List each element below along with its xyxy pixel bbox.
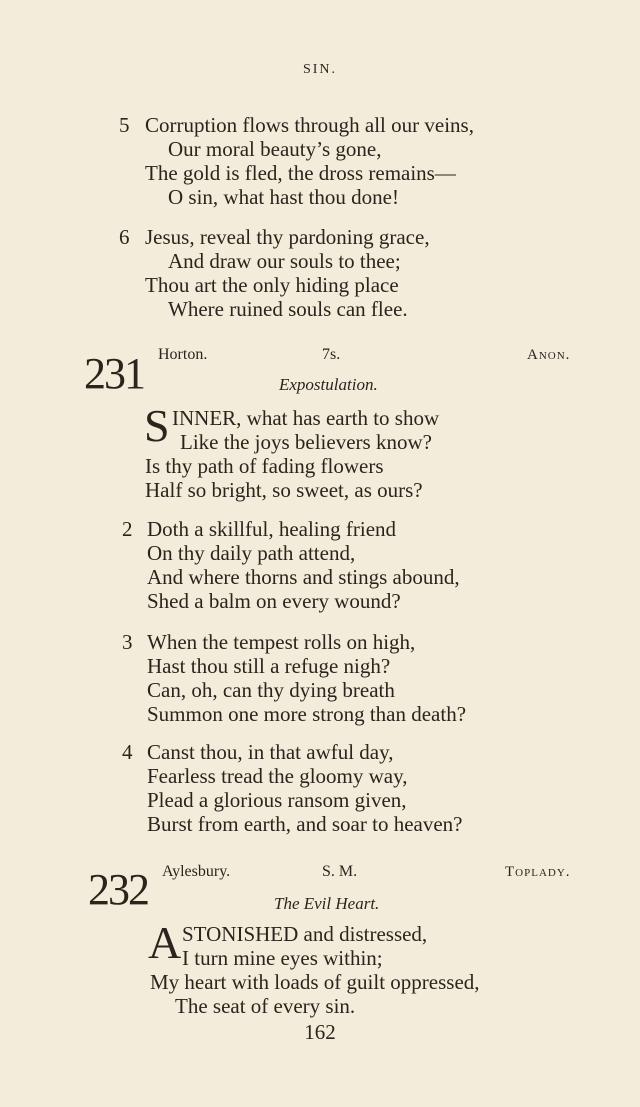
hymn-subtitle: The Evil Heart. [274, 894, 380, 913]
verse-line: My heart with loads of guilt oppressed, [150, 970, 480, 994]
verse-line: STONISHED and distressed, [182, 922, 428, 946]
stanza-number: 5 [119, 113, 130, 137]
verse-line: Fearless tread the gloomy way, [147, 764, 408, 788]
verse-line: Doth a skillful, healing friend [147, 517, 397, 541]
verse-line: Canst thou, in that awful day, [147, 740, 394, 764]
verse-line: Shed a balm on every wound? [147, 589, 401, 613]
verse-line: INNER, what has earth to show [172, 406, 440, 430]
verse-line: Summon one more strong than death? [147, 702, 467, 726]
verse-line: Hast thou still a refuge nigh? [147, 654, 391, 678]
stanza-number: 3 [122, 630, 133, 654]
meter: 7s. [322, 346, 341, 363]
verse-line: Is thy path of fading flowers [145, 454, 384, 478]
page-number: 162 [304, 1020, 336, 1044]
verse-line: Corruption flows through all our veins, [145, 113, 474, 137]
stanza-number: 4 [122, 740, 133, 764]
verse-line: Our moral beauty’s gone, [168, 137, 382, 161]
verse-line: And where thorns and stings abound, [147, 565, 460, 589]
verse-line: O sin, what hast thou done! [168, 185, 399, 209]
verse-line: The gold is fled, the dross remains— [145, 161, 456, 185]
author: Anon. [527, 347, 571, 363]
verse-line: On thy daily path attend, [147, 541, 356, 565]
hymn-number: 231 [84, 349, 144, 398]
verse-line: Half so bright, so sweet, as ours? [145, 478, 423, 502]
author: Toplady. [505, 864, 571, 880]
hymn-subtitle: Expostulation. [279, 375, 378, 394]
tune-name: Horton. [158, 346, 208, 363]
verse-line: I turn mine eyes within; [182, 946, 383, 970]
meter: S. M. [322, 863, 358, 880]
verse-line: Thou art the only hiding place [145, 273, 399, 297]
hymn-number: 232 [88, 865, 148, 914]
drop-cap: A [148, 917, 182, 968]
verse-line: Where ruined souls can flee. [168, 297, 408, 321]
stanza-number: 2 [122, 517, 133, 541]
verse-line: Plead a glorious ransom given, [147, 788, 407, 812]
stanza-number: 6 [119, 225, 130, 249]
verse-line: Jesus, reveal thy pardoning grace, [145, 225, 430, 249]
verse-line: Like the joys believers know? [180, 430, 432, 454]
tune-name: Aylesbury. [162, 863, 231, 880]
verse-line: The seat of every sin. [175, 994, 356, 1018]
verse-line: When the tempest rolls on high, [147, 630, 416, 654]
running-title: SIN. [302, 62, 338, 77]
drop-cap: S [144, 400, 170, 451]
verse-line: Burst from earth, and soar to heaven? [147, 812, 463, 836]
verse-line: Can, oh, can thy dying breath [147, 678, 395, 702]
verse-line: And draw our souls to thee; [168, 249, 401, 273]
